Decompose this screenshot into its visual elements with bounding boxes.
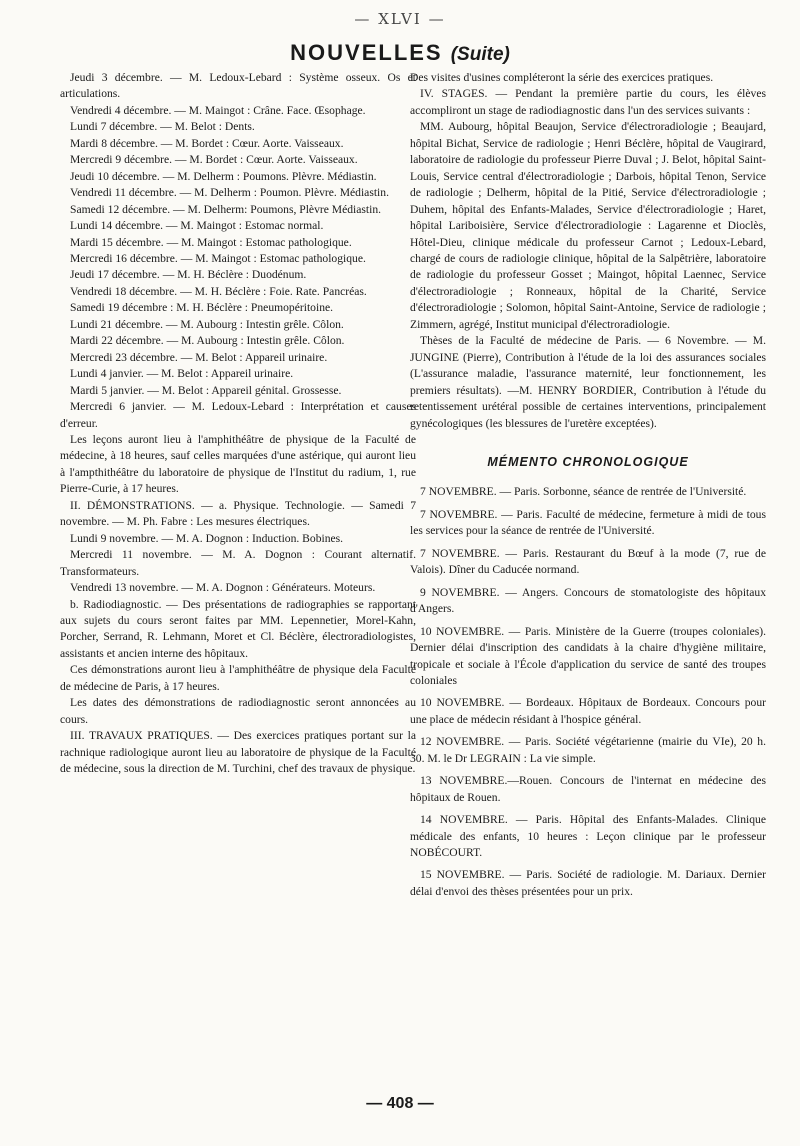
paragraph: Samedi 12 décembre. — M. Delherm: Poumons, Plèvre Médiastin. (70, 202, 382, 216)
paragraph: Lundi 4 janvier. — M. Belot : Appareil urinaire. (70, 367, 294, 381)
right-column (410, 70, 766, 900)
paragraph: Mercredi 9 décembre. — M. Bordet : Cœur. Aorte. Vaisseaux. (70, 153, 358, 167)
paragraph: III. TRAVAUX PRATIQUES. — Des exercices pratiques portant sur la rachnique radiologique auront lieu au laboratoire de physique de la Faculté de médecine, sous la direction de M. Turchini, chef des travaux de physique. (60, 729, 416, 776)
memento-item: 7 NOVEMBRE. — Paris. Restaurant du Bœuf à la mode (7, rue de Valois). Dîner du Caducée normand. (410, 546, 766, 577)
paragraph: Mardi 22 décembre. — M. Aubourg : Intestin grêle. Côlon. (70, 334, 345, 348)
paragraph: Lundi 21 décembre. — M. Aubourg : Intestin grêle. Côlon. (70, 317, 344, 331)
memento-item: 7 NOVEMBRE. — Paris. Faculté de médecine, fermeture à midi de tous les services pour la séance de rentrée de l'Université. (410, 507, 766, 538)
memento-item: 10 NOVEMBRE. — Bordeaux. Hôpitaux de Bordeaux. Concours pour une place de médecin résidant à l'hospice général. (410, 696, 766, 726)
paragraph: MM. Aubourg, hôpital Beaujon, Service d'électroradiologie ; Beaujard, hôpital Bichat, Service de radiologie ; Henri Béclère, hôpital de Vaugirard, laboratoire de radiologie du professeur Pierre Duval ; J. Belot, hôpital Saint-Louis, Service central d'électroradiologie ; Darbois, hôpital Tenon, Service de radiologie ; Delherm, hôpital de la Pitié, Service d'électroradiologie ; Duhem, hôpital des Enfants-Malades, Service d'électroradiologie ; Haret, hôpital Lariboisière, Service d'électroradiologie : Lagarenne et Dioclès, Hôtel-Dieu, clinique médicale du professeur Carnot ; Ledoux-Lebard, chargé de cours de radiologie clinique, hôpital de la Salpêtrière, laboratoire de radiologie du professeur Gosset ; Maingot, hôpital Laennec, Service d'électroradiologie ; Ronneaux, hôpital de la Charité, Service d'électroradiologie ; Solomon, hôpital Saint-Antoine, Service de radiologie ; Zimmern, agrégé, Institut municipal d'électroradiologie. (410, 120, 766, 331)
paragraph: Vendredi 4 décembre. — M. Maingot : Crâne. Face. Œsophage. (70, 103, 366, 117)
paragraph: IV. STAGES. — Pendant la première partie du cours, les élèves accompliront un stage de radiodiagnostic dans l'un des services suivants : (410, 87, 766, 117)
paragraph: Les leçons auront lieu à l'amphithéâtre de physique de la Faculté de médecine, à 18 heures, sauf celles marquées d'une astérique, qui auront lieu à l'ampthithéâtre du laboratoire de physique de l'Institut du radium, 1, rue Pierre-Curie, à 17 heures. (60, 432, 416, 496)
memento-item: 14 NOVEMBRE. — Paris. Hôpital des Enfants-Malades. Clinique médicale des enfants, 10 heures : Leçon clinique par le professeur NOBÉCOURT. (410, 813, 766, 860)
paragraph: Samedi 19 décembre : M. H. Béclère : Pneumopéritoine. (70, 301, 334, 315)
paragraph: Thèses de la Faculté de médecine de Paris. — 6 Novembre. — M. JUNGINE (Pierre), Contribution à l'étude de la loi des assurances sociales (L'assurance maladie, l'assurance maternité, leur fonctionnement, les premiers résultats). —M. HENRY BORDIER, Contribution à l'étude du retentissement urétéral possible de certaines interventions, principalement gynécologiques (les blessures de l'uretère exceptées). (410, 334, 766, 430)
memento-heading: MÉMENTO CHRONOLOGIQUE (487, 454, 689, 469)
memento-item: 7 NOVEMBRE. — Paris. Sorbonne, séance de rentrée de l'Université. (420, 485, 747, 499)
paragraph: Lundi 7 décembre. — M. Belot : Dents. (70, 120, 255, 134)
left-column (60, 70, 416, 777)
title-subtitle: (Suite) (450, 44, 510, 65)
memento-item: 13 NOVEMBRE.—Rouen. Concours de l'internat en médecine des hôpitaux de Rouen. (410, 774, 766, 804)
page-roman-numeral: — XLVI — (354, 10, 446, 28)
paragraph: Les dates des démonstrations de radiodiagnostic seront annoncées au cours. (60, 696, 416, 726)
memento-item: 12 NOVEMBRE. — Paris. Société végétarienne (mairie du VIe), 20 h. 30. M. le Dr LEGRAIN : La vie simple. (410, 735, 766, 765)
paragraph: II. DÉMONSTRATIONS. — a. Physique. Technologie. — Samedi 7 novembre. — M. Ph. Fabre : Les mesures électriques. (60, 498, 416, 529)
memento-item: 10 NOVEMBRE. — Paris. Ministère de la Guerre (troupes coloniales). Dernier délai d'inscription des candidats à la chaire d'hygiène militaire, tropicale et sociale à l'École d'application du service de santé des troupes coloniales (410, 624, 766, 687)
paragraph: Vendredi 18 décembre. — M. H. Béclère : Foie. Rate. Pancréas. (70, 284, 367, 298)
paragraph: Mercredi 11 novembre. — M. A. Dognon : Courant alternatif. Transformateurs. (60, 548, 416, 578)
paragraph: Mercredi 6 janvier. — M. Ledoux-Lebard : Interprétation et causes d'erreur. (60, 400, 416, 430)
paragraph: Mercredi 16 décembre. — M. Maingot : Estomac pathologique. (70, 251, 366, 265)
paragraph: Jeudi 3 décembre. — M. Ledoux-Lebard : Système osseux. Os et articulations. (60, 71, 416, 101)
paragraph: Mardi 8 décembre. — M. Bordet : Cœur. Aorte. Vaisseaux. (70, 136, 344, 150)
paragraph: Des visites d'usines compléteront la série des exercices pratiques. (410, 71, 714, 84)
memento-item: 15 NOVEMBRE. — Paris. Société de radiologie. M. Dariaux. Dernier délai d'envoi des thèses présentées pour un prix. (410, 868, 766, 898)
paragraph: Mercredi 23 décembre. — M. Belot : Appareil urinaire. (70, 350, 328, 364)
paragraph: Lundi 9 novembre. — M. A. Dognon : Induction. Bobines. (70, 531, 344, 545)
memento-item: 9 NOVEMBRE. — Angers. Concours de stomatologiste des hôpitaux d'Angers. (410, 585, 766, 616)
paragraph: Ces démonstrations auront lieu à l'amphithéâtre de physique dela Faculté de médecine de Paris, à 17 heures. (60, 663, 416, 693)
page-title (0, 40, 800, 66)
page-number: — 408 — (366, 1095, 434, 1112)
paragraph: Jeudi 10 décembre. — M. Delherm : Poumons. Plèvre. Médiastin. (70, 169, 377, 183)
paragraph: Mardi 15 décembre. — M. Maingot : Estomac pathologique. (70, 235, 352, 249)
paragraph: Vendredi 13 novembre. — M. A. Dognon : Générateurs. Moteurs. (70, 581, 376, 595)
paragraph: b. Radiodiagnostic. — Des présentations de radiographies se rapportant aux sujets du cours seront faites par MM. Lepennetier, Morel-Kahn, Porcher, Serrand, R. Lehmann, Moret et Cl. Béclère, électroradiologistes, assistants et ancien interne des hôpitaux. (60, 597, 416, 660)
paragraph: Mardi 5 janvier. — M. Belot : Appareil génital. Grossesse. (70, 383, 342, 397)
title-text: NOUVELLES (290, 40, 443, 65)
paragraph: Lundi 14 décembre. — M. Maingot : Estomac normal. (70, 219, 324, 233)
paragraph: Jeudi 17 décembre. — M. H. Béclère : Duodénum. (70, 268, 307, 282)
paragraph: Vendredi 11 décembre. — M. Delherm : Poumon. Plèvre. Médiastin. (70, 186, 389, 200)
